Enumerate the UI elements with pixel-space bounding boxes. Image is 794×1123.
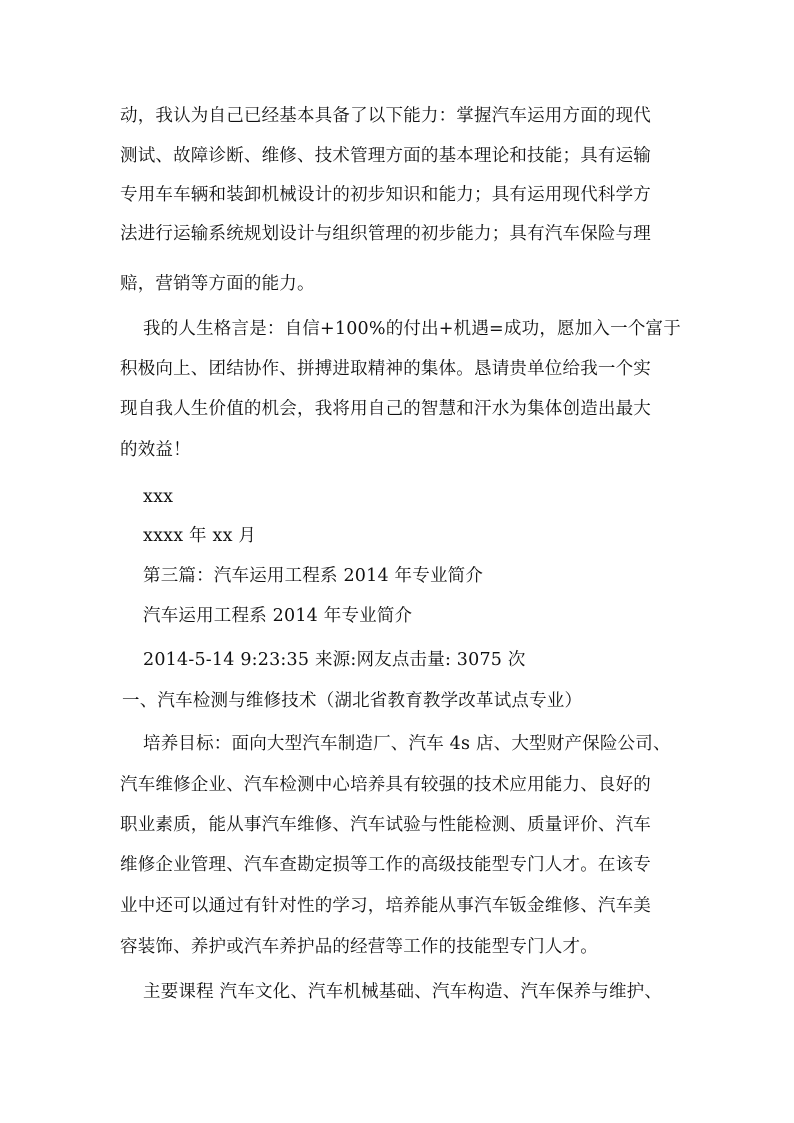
body-text-line: 的效益！ [120, 440, 191, 460]
body-text-line: 业中还可以通过有针对性的学习，培养能从事汽车钣金维修、汽车美 [120, 896, 651, 916]
body-text-line: 现自我人生价值的机会，我将用自己的智慧和汗水为集体创造出最大 [120, 399, 651, 419]
body-text-line: 赔，营销等方面的能力。 [120, 274, 315, 294]
body-text-line: 职业素质，能从事汽车维修、汽车试验与性能检测、质量评价、汽车 [120, 815, 651, 835]
article-meta: 2014-5-14 9:23:35 来源:网友点击量: 3075 次 [143, 650, 526, 670]
body-text-line: 维修企业管理、汽车查勘定损等工作的高级技能型专门人才。在该专 [120, 855, 651, 875]
section-title: 第三篇：汽车运用工程系 2014 年专业简介 [143, 566, 484, 586]
body-text-line: 容装饰、养护或汽车养护品的经营等工作的技能型专门人才。 [120, 937, 598, 957]
body-text-line: 汽车维修企业、汽车检测中心培养具有较强的技术应用能力、良好的 [120, 775, 651, 795]
signature-date: xxxx 年 xx 月 [143, 526, 257, 546]
subsection-heading: 一、汽车检测与维修技术（湖北省教育教学改革试点专业） [122, 691, 583, 711]
body-text-line: 培养目标：面向大型汽车制造厂、汽车 4s 店、大型财产保险公司、 [143, 734, 671, 754]
body-text-line: 动，我认为自己已经基本具备了以下能力：掌握汽车运用方面的现代 [120, 106, 651, 126]
body-text-line: 专用车车辆和装卸机械设计的初步知识和能力；具有运用现代科学方 [120, 185, 651, 205]
course-list-line: 主要课程 汽车文化、汽车机械基础、汽车构造、汽车保养与维护、 [143, 982, 663, 1002]
motto-paragraph-line: 我的人生格言是：自信+100%的付出+机遇=成功，愿加入一个富于 [143, 319, 681, 339]
body-text-line: 测试、故障诊断、维修、技术管理方面的基本理论和技能；具有运输 [120, 146, 651, 166]
signature-name: xxx [143, 487, 174, 507]
body-text-line: 法进行运输系统规划设计与组织管理的初步能力；具有汽车保险与理 [120, 224, 651, 244]
article-title: 汽车运用工程系 2014 年专业简介 [143, 606, 413, 626]
body-text-line: 积极向上、团结协作、拼搏进取精神的集体。恳请贵单位给我一个实 [120, 359, 651, 379]
